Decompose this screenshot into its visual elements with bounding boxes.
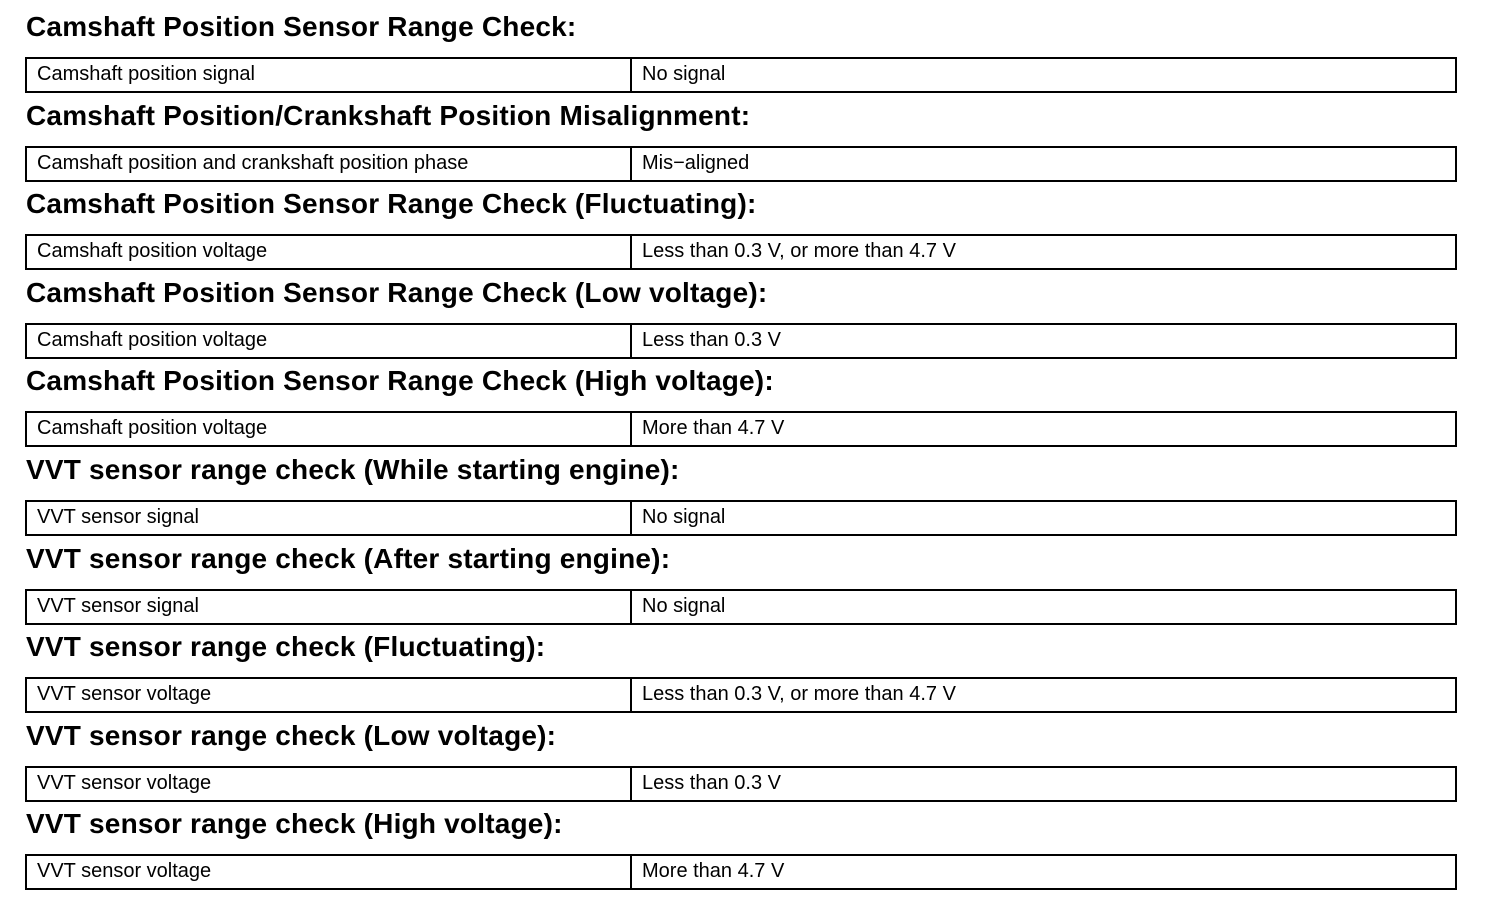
section-heading: VVT sensor range check (After starting engine): <box>26 542 671 574</box>
section-heading: VVT sensor range check (Fluctuating): <box>26 631 546 663</box>
item-cell: VVT sensor voltage <box>27 768 632 800</box>
section-heading: Camshaft Position Sensor Range Check (High voltage): <box>26 365 774 397</box>
table-row <box>25 500 1457 536</box>
item-cell: Camshaft position signal <box>27 59 632 91</box>
section-vvt-fluctuating <box>25 620 1457 709</box>
condition-cell: No signal <box>642 594 726 617</box>
section-cmp-ckp-misalignment <box>25 89 1457 178</box>
section-heading: Camshaft Position Sensor Range Check (Low voltage): <box>26 276 768 308</box>
item-cell: Camshaft position voltage <box>27 236 632 268</box>
item-cell: VVT sensor voltage <box>27 679 632 711</box>
condition-cell: Less than 0.3 V <box>642 328 781 351</box>
condition-cell: No signal <box>642 63 726 85</box>
section-heading: VVT sensor range check (While starting engine): <box>26 453 680 485</box>
section-heading: Camshaft Position Sensor Range Check: <box>26 11 577 42</box>
document <box>25 0 1457 886</box>
item-cell: Camshaft position voltage <box>27 413 632 445</box>
table-row <box>25 677 1457 713</box>
section-vvt-after-starting <box>25 532 1457 621</box>
section-vvt-low-voltage <box>25 709 1457 798</box>
item-cell: VVT sensor signal <box>27 502 632 534</box>
condition-cell: Less than 0.3 V, or more than 4.7 V <box>642 683 956 706</box>
section-vvt-while-starting <box>25 443 1457 532</box>
item-cell: Camshaft position voltage <box>27 325 632 357</box>
condition-cell: Less than 0.3 V, or more than 4.7 V <box>642 240 956 263</box>
table-row <box>25 234 1457 270</box>
table-row <box>25 323 1457 359</box>
item-cell: VVT sensor voltage <box>27 856 632 888</box>
condition-cell: Less than 0.3 V <box>642 771 781 794</box>
table-row <box>25 766 1457 802</box>
section-cmp-low-voltage <box>25 266 1457 355</box>
table-row <box>25 411 1457 447</box>
section-heading: VVT sensor range check (Low voltage): <box>26 719 557 751</box>
section-heading: VVT sensor range check (High voltage): <box>26 808 563 840</box>
section-heading: Camshaft Position/Crankshaft Position Misalignment: <box>26 99 751 131</box>
table-row <box>25 146 1457 182</box>
section-cmp-range-check <box>25 0 1457 89</box>
section-heading: Camshaft Position Sensor Range Check (Fluctuating): <box>26 188 757 220</box>
section-cmp-fluctuating <box>25 177 1457 266</box>
condition-cell: No signal <box>642 505 726 528</box>
table-row <box>25 854 1457 890</box>
item-cell: Camshaft position and crankshaft position phase <box>27 148 632 180</box>
section-vvt-high-voltage <box>25 797 1457 886</box>
table-row <box>25 57 1457 93</box>
condition-cell: Mis−aligned <box>642 151 750 174</box>
item-cell: VVT sensor signal <box>27 591 632 623</box>
table-row <box>25 589 1457 625</box>
condition-cell: More than 4.7 V <box>642 417 785 440</box>
condition-cell: More than 4.7 V <box>642 860 785 883</box>
section-cmp-high-voltage <box>25 354 1457 443</box>
